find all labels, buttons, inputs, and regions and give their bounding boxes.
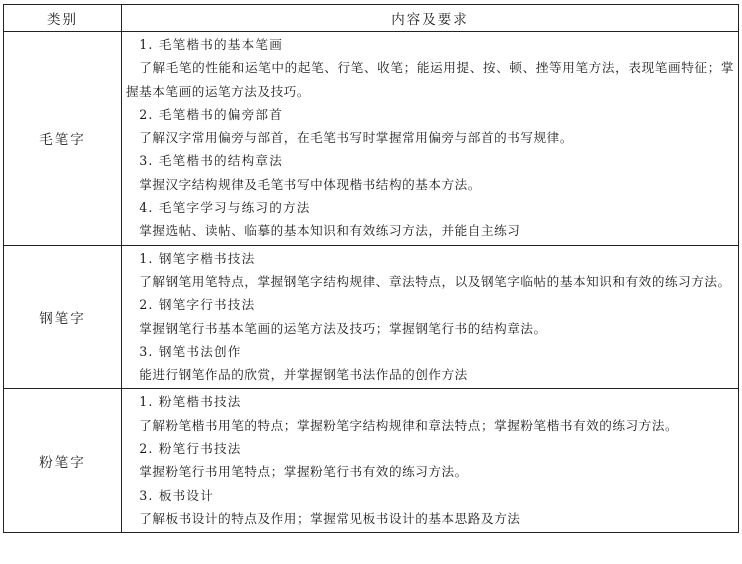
- category-cell: 钢笔字: [4, 245, 122, 389]
- section-text: 掌握钢笔行书基本笔画的运笔方法及技巧；掌握钢笔行书的结构章法。: [139, 320, 547, 336]
- section-heading: 1. 毛笔楷书的基本笔画: [139, 37, 283, 52]
- content-cell: [122, 389, 739, 533]
- section-text: 了解粉笔楷书用笔的特点；掌握粉笔字结构规律和章法特点；掌握粉笔楷书有效的练习方法。: [139, 417, 679, 433]
- section-text: 了解钢笔用笔特点，掌握钢笔字结构规律、章法特点，以及钢笔字临帖的基本知识和有效的练习方法。: [139, 273, 731, 289]
- section-heading: 3. 板书设计: [139, 487, 215, 503]
- header-content: 内容及要求: [122, 5, 739, 32]
- section-text: 掌握选帖、读帖、临摹的基本知识和有效练习方法，并能自主练习: [139, 223, 521, 239]
- section-heading: 2. 钢笔字行书技法: [139, 297, 256, 313]
- section-heading: 1. 粉笔楷书技法: [139, 394, 242, 410]
- category-cell: 粉笔字: [4, 389, 122, 533]
- section-heading: 4. 毛笔字学习与练习的方法: [139, 200, 311, 216]
- section-text: 了解汉字常用偏旁与部首，在毛笔书写时掌握常用偏旁与部首的书写规律。: [139, 130, 573, 146]
- category-cell: 毛笔字: [4, 32, 122, 246]
- table-row-pen: [4, 245, 739, 389]
- section-text: 掌握汉字结构规律及毛笔书写中体现楷书结构的基本方法。: [139, 176, 481, 192]
- table-row-chalk: [4, 389, 739, 533]
- requirements-table-container: [3, 4, 738, 533]
- section-text: 能进行钢笔作品的欣赏，并掌握钢笔书法作品的创作方法: [139, 367, 468, 383]
- section-text: 了解毛笔的性能和运笔中的起笔、行笔、收笔；能运用提、按、顿、挫等用笔方法，表现笔画特征；掌握基本笔画的运笔方法及技巧。: [126, 60, 734, 99]
- section-text: 了解板书设计的特点及作用；掌握常见板书设计的基本思路及方法: [139, 510, 521, 526]
- section-heading: 2. 毛笔楷书的偏旁部首: [139, 106, 283, 122]
- section-heading: 3. 钢笔书法创作: [139, 343, 242, 359]
- header-category: 类别: [4, 5, 122, 32]
- requirements-table: [3, 4, 739, 533]
- table-row-brush: [4, 32, 739, 246]
- content-cell: [122, 245, 739, 389]
- section-heading: 1. 钢笔字楷书技法: [139, 250, 256, 266]
- section-heading: 2. 粉笔行书技法: [139, 441, 242, 457]
- content-cell: [122, 32, 739, 246]
- section-text: 掌握粉笔行书用笔特点；掌握粉笔行书有效的练习方法。: [139, 464, 468, 480]
- section-heading: 3. 毛笔楷书的结构章法: [139, 153, 283, 169]
- table-header-row: [4, 5, 739, 32]
